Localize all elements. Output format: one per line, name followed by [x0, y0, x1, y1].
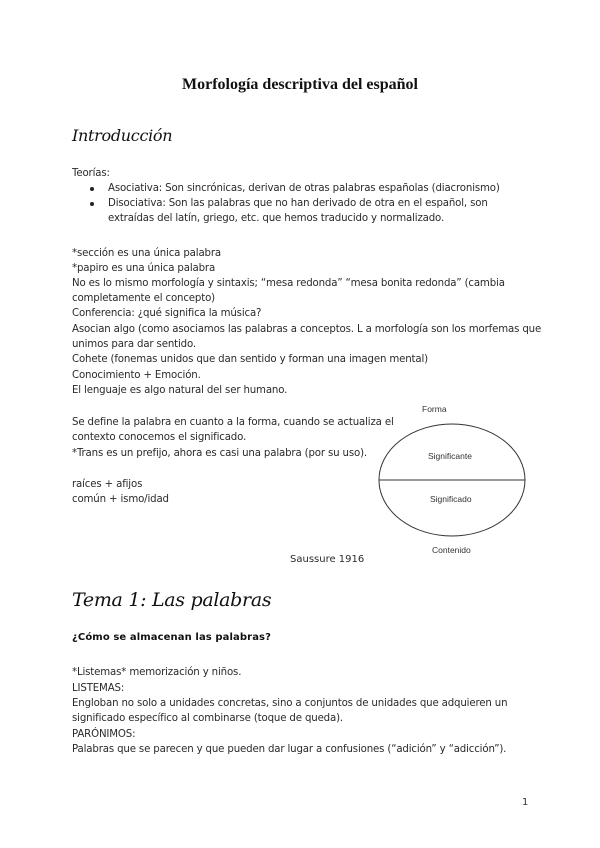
paragraph-line: completamente el concepto)	[72, 293, 215, 304]
paragraph-line: significado específico al combinarse (toque de queda).	[72, 713, 344, 724]
paragraph-line: Palabras que se parecen y que pueden dar lugar a confusiones (“adición” y “adicción”).	[72, 744, 507, 755]
paragraph-line: común + ismo/idad	[72, 494, 169, 505]
diagram-significado-label: Significado	[430, 494, 472, 504]
paragraph-line: Se define la palabra en cuanto a la forma, cuando se actualiza el	[72, 417, 394, 428]
paragraph-line: Cohete (fonemas unidos que dan sentido y forman una imagen mental)	[72, 354, 428, 365]
paragraph-line: Engloban no solo a unidades concretas, sino a conjuntos de unidades que adquieren un	[72, 698, 508, 709]
paragraph-line: *Listemas* memorización y niños.	[72, 667, 242, 678]
paragraph-line: contexto conocemos el significado.	[72, 432, 247, 443]
teorias-label: Teorías:	[72, 168, 110, 179]
bullet-icon	[90, 187, 94, 191]
paragraph-line: *sección es una única palabra	[72, 248, 221, 259]
section-heading-tema1: Tema 1: Las palabras	[72, 589, 272, 611]
paragraph-line: raíces + afijos	[72, 479, 143, 490]
paragraph-line: unimos para dar sentido.	[72, 339, 196, 350]
paragraph-line: Asocian algo (como asociamos las palabras a conceptos. L a morfología son los morfemas que	[72, 324, 542, 335]
list-item: Disociativa: Son las palabras que no han derivado de otra en el español, son extraídas del latín, griego, etc. que hemos traducido y normalizado.	[72, 196, 532, 226]
teorias-list	[72, 181, 532, 226]
paragraph-line: *papiro es una única palabra	[72, 263, 216, 274]
list-item: Asociativa: Son sincrónicas, derivan de otras palabras españolas (diacronismo)	[72, 181, 532, 196]
paragraph-line: *Trans es un prefijo, ahora es casi una palabra (por su uso).	[72, 448, 367, 459]
diagram-caption: Saussure 1916	[290, 554, 365, 565]
paragraph-line: El lenguaje es algo natural del ser humano.	[72, 385, 288, 396]
paragraph-line: No es lo mismo morfología y sintaxis; “mesa redonda” “mesa bonita redonda” (cambia	[72, 278, 505, 289]
subheading-almacenan: ¿Cómo se almacenan las palabras?	[72, 632, 272, 643]
paragraph-line: PARÓNIMOS:	[72, 729, 136, 740]
section-heading-introduccion: Introducción	[72, 126, 173, 145]
paragraph-line: Conocimiento + Emoción.	[72, 370, 201, 381]
document-title: Morfología descriptiva del español	[182, 76, 418, 93]
paragraph-line: Conferencia: ¿qué significa la música?	[72, 308, 262, 319]
paragraph-line: LISTEMAS:	[72, 683, 125, 694]
diagram-forma-label: Forma	[422, 404, 447, 414]
diagram-significante-label: Significante	[428, 451, 472, 461]
bullet-icon	[90, 202, 94, 206]
page-number: 1	[522, 797, 529, 808]
diagram-contenido-label: Contenido	[432, 545, 471, 555]
saussure-sign-diagram	[370, 398, 530, 558]
